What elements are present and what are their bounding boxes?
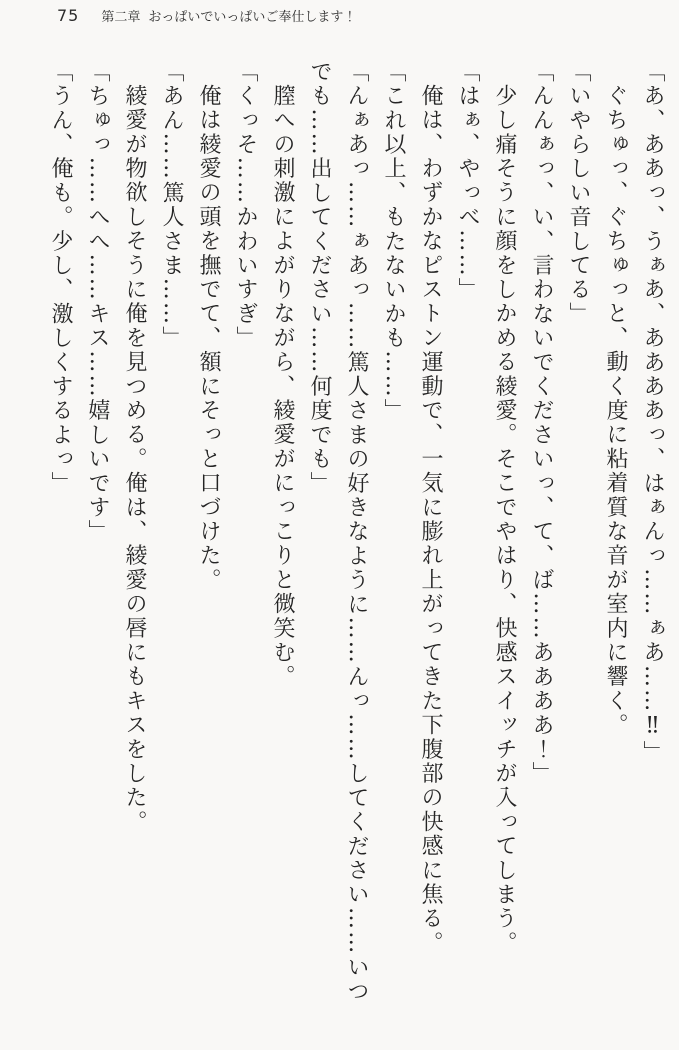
chapter-title: おっぱいでいっぱいご奉仕します！ [148, 10, 357, 25]
paragraph: 「これ以上、もたないかも……」 [381, 60, 406, 423]
paragraph: 綾愛が物欲しそうに俺を見つめる。俺は、綾愛の唇にもキスをした。 [122, 84, 147, 835]
paragraph: 「んぁあっ……ぁあっ……篤人さまの好きなように……んっ……してください……いつでも……出してください……何度でも」 [307, 60, 369, 1004]
paragraph: 俺は、わずかなピストン運動で、一気に膨れ上がってきた下腹部の快感に焦る。 [418, 84, 443, 956]
paragraph: 「いやらしい音してる」 [566, 60, 591, 327]
page-number: 75 [57, 6, 80, 25]
paragraph: 膣への刺激によがりながら、綾愛がにっこりと微笑む。 [270, 84, 295, 690]
paragraph: 俺は綾愛の頭を撫でて、額にそっと口づけた。 [196, 84, 221, 593]
paragraph: 少し痛そうに顔をしかめる綾愛。そこでやはり、快感スイッチが入ってしまう。 [492, 84, 517, 956]
vertical-text-block [42, 60, 671, 1006]
paragraph: ぐちゅっ、ぐちゅっと、動く度に粘着質な音が室内に響く。 [603, 84, 628, 738]
paragraph: 「くっそ……かわいすぎ」 [233, 60, 258, 351]
page-header [57, 6, 356, 25]
paragraph: 「はぁ、やっべ……」 [455, 60, 480, 302]
paragraph: 「んんぁっ、い、言わないでくださいっ、て、ば……ああああ！」 [529, 60, 554, 786]
paragraph: 「ちゅっ……へへ……キス……嬉しいです」 [85, 60, 110, 544]
paragraph: 「あ、ああっ、うぁあ、ああああっ、はぁんっ……ぁあ……‼」 [640, 60, 665, 765]
chapter-label: 第二章 [101, 10, 141, 25]
paragraph: 「あん……篤人さま……」 [159, 60, 184, 351]
paragraph: 「うん、俺も。少し、激しくするよっ」 [48, 60, 73, 496]
